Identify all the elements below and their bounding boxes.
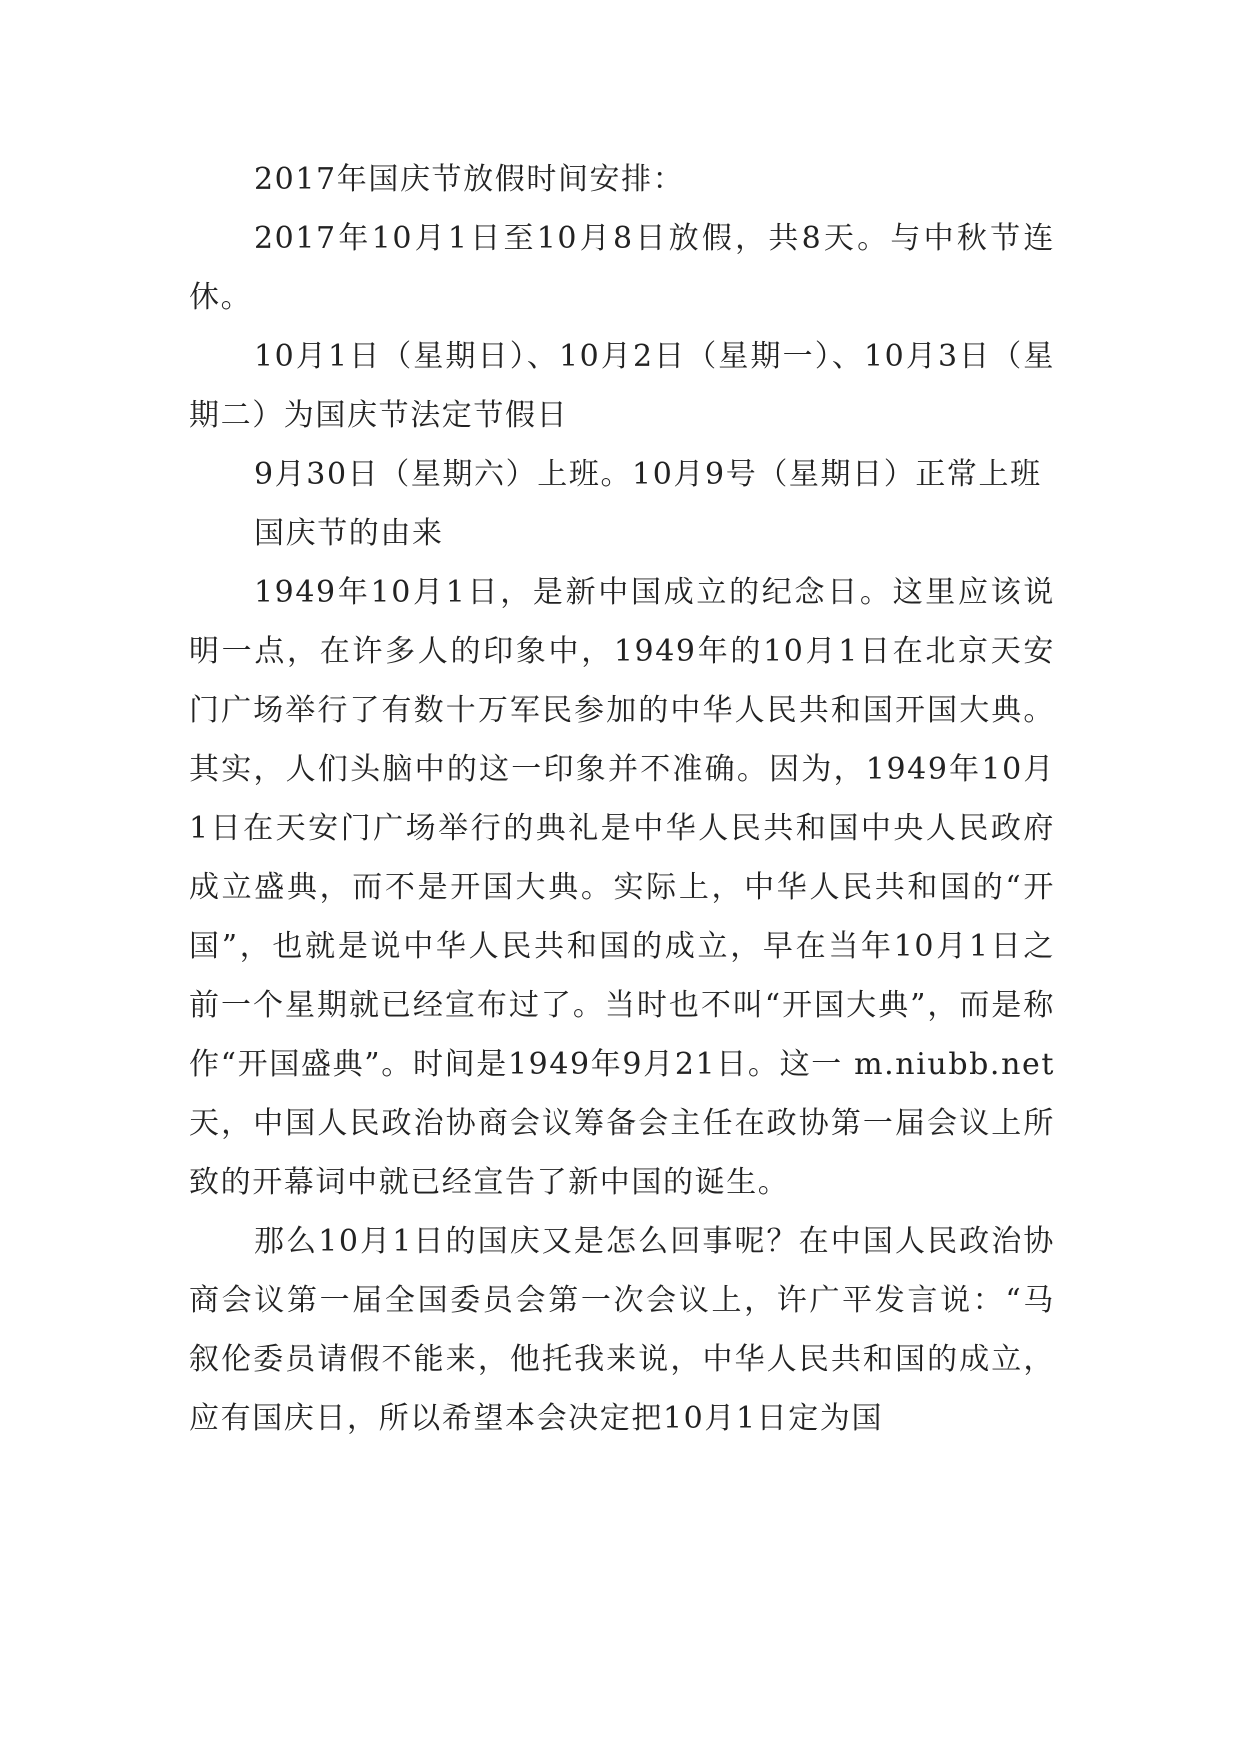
paragraph-holiday-dates: 2017年10月1日至10月8日放假，共8天。与中秋节连休。 [189, 221, 1055, 315]
paragraph-national-day-proposal: 那么10月1日的国庆又是怎么回事呢？在中国人民政治协商会议第一届全国委员会第一次会议上，许广平发言说：“马叙伦委员请假不能来，他托我来说，中华人民共和国的成立，应有国庆日，所以希望本会决定把10月1日定为国 [189, 1224, 1055, 1436]
paragraph-working-days: 9月30日（星期六）上班。10月9号（星期日）正常上班 [254, 457, 1042, 492]
paragraph-origin-heading: 国庆节的由来 [254, 516, 444, 551]
paragraph-schedule-heading: 2017年国庆节放假时间安排： [254, 162, 685, 197]
paragraph-origin-history: 1949年10月1日，是新中国成立的纪念日。这里应该说明一点，在许多人的印象中，1949年的10月1日在北京天安门广场举行了有数十万军民参加的中华人民共和国开国大典。其实，人们头脑中的这一印象并不准确。因为，1949年10月1日在天安门广场举行的典礼是中华人民共和国中央人民政府成立盛典，而不是开国大典。实际上，中华人民共和国的“开国”，也就是说中华人民共和国的成立，早在当年10月1日之前一个星期就已经宣布过了。当时也不叫“开国大典”，而是称作“开国盛典”。时间是1949年9月21日。这一 m.niubb.net 天，中国人民政治协商会议筹备会主任在政协第一届会议上所致的开幕词中就已经宣告了新中国的诞生。 [189, 575, 1055, 1200]
document-page [189, 150, 1055, 1448]
paragraph-statutory-holidays: 10月1日（星期日）、10月2日（星期一）、10月3日（星期二）为国庆节法定节假日 [189, 339, 1055, 433]
